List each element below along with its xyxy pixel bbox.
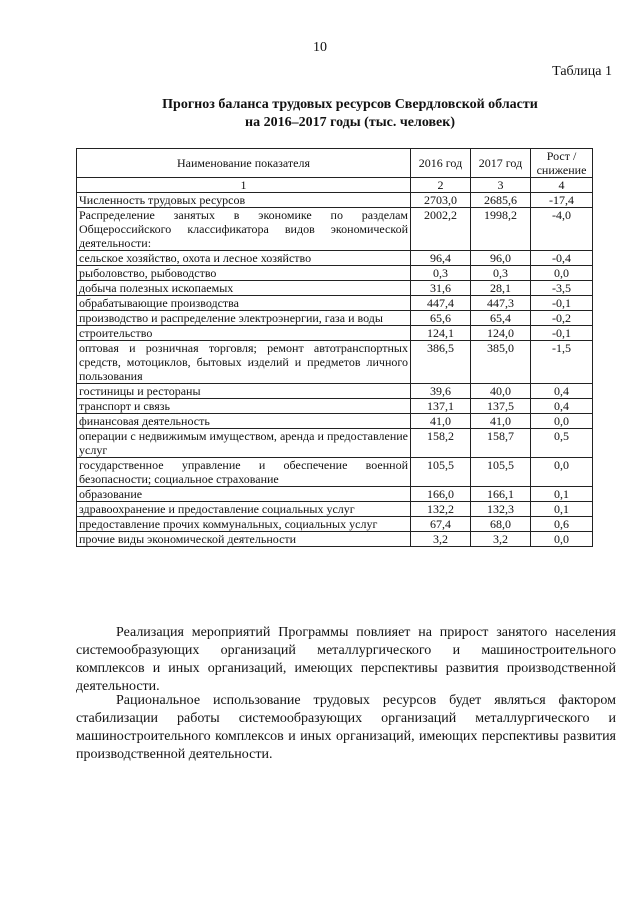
row-value-2017: 41,0 bbox=[471, 414, 531, 429]
row-value-2017: 65,4 bbox=[471, 311, 531, 326]
table-row bbox=[77, 251, 593, 266]
row-value-2017: 447,3 bbox=[471, 296, 531, 311]
row-value-2017: 124,0 bbox=[471, 326, 531, 341]
title-line-1: Прогноз баланса трудовых ресурсов Свердловской области bbox=[162, 97, 538, 112]
row-name: здравоохранение и предоставление социальных услуг bbox=[77, 502, 411, 517]
table-row bbox=[77, 399, 593, 414]
row-value-2017: 3,2 bbox=[471, 532, 531, 547]
row-value-change: 0,6 bbox=[531, 517, 593, 532]
row-value-change: -0,1 bbox=[531, 326, 593, 341]
row-value-2017: 40,0 bbox=[471, 384, 531, 399]
row-name: оптовая и розничная торговля; ремонт автотранспортных средств, мотоциклов, бытовых изделий и предметов личного пользования bbox=[77, 341, 411, 384]
paragraph-rational-use: Рациональное использование трудовых ресурсов будет являться фактором стабилизации работы системообразующих организаций металлургического и машиностроительного комплексов и иных организаций, имеющих перспективы развития производственной деятельности. bbox=[76, 693, 616, 762]
row-value-2017: 68,0 bbox=[471, 517, 531, 532]
row-name: сельское хозяйство, охота и лесное хозяйство bbox=[77, 251, 411, 266]
row-name: рыболовство, рыбоводство bbox=[77, 266, 411, 281]
row-value-2017: 132,3 bbox=[471, 502, 531, 517]
row-value-change: 0,1 bbox=[531, 502, 593, 517]
table-row bbox=[77, 266, 593, 281]
row-value-change: 0,5 bbox=[531, 429, 593, 458]
row-name: операции с недвижимым имуществом, аренда и предоставление услуг bbox=[77, 429, 411, 458]
row-name: прочие виды экономической деятельности bbox=[77, 532, 411, 547]
row-value-2016: 158,2 bbox=[411, 429, 471, 458]
row-value-change: 0,0 bbox=[531, 266, 593, 281]
row-value-2016: 31,6 bbox=[411, 281, 471, 296]
table-row bbox=[77, 296, 593, 311]
row-value-2016: 65,6 bbox=[411, 311, 471, 326]
page-number: 10 bbox=[313, 40, 327, 55]
row-value-change: -4,0 bbox=[531, 208, 593, 251]
header-change: Рост / снижение bbox=[531, 149, 593, 178]
row-name: государственное управление и обеспечение военной безопасности; социальное страхование bbox=[77, 458, 411, 487]
table-row bbox=[77, 502, 593, 517]
paragraph-program-impact: Реализация мероприятий Программы повлияет на прирост занятого населения системообразующих организаций металлургического и машиностроительного комплексов и иных организаций, имеющих перспективы развития производственной деятельности. bbox=[76, 625, 616, 694]
row-value-change: -0,1 bbox=[531, 296, 593, 311]
row-value-change: -0,2 bbox=[531, 311, 593, 326]
row-value-2016: 67,4 bbox=[411, 517, 471, 532]
index-cell: 2 bbox=[411, 178, 471, 193]
row-value-2016: 386,5 bbox=[411, 341, 471, 384]
table-row bbox=[77, 384, 593, 399]
table-row bbox=[77, 326, 593, 341]
table-row bbox=[77, 193, 593, 208]
row-value-change: 0,0 bbox=[531, 532, 593, 547]
row-name: предоставление прочих коммунальных, социальных услуг bbox=[77, 517, 411, 532]
row-value-2016: 105,5 bbox=[411, 458, 471, 487]
row-name: Численность трудовых ресурсов bbox=[77, 193, 411, 208]
title-line-2: на 2016–2017 годы (тыс. человек) bbox=[245, 115, 455, 130]
row-name: добыча полезных ископаемых bbox=[77, 281, 411, 296]
table-row bbox=[77, 532, 593, 547]
table-row bbox=[77, 458, 593, 487]
row-value-change: -1,5 bbox=[531, 341, 593, 384]
row-name: строительство bbox=[77, 326, 411, 341]
row-value-change: 0,4 bbox=[531, 399, 593, 414]
row-value-change: 0,0 bbox=[531, 458, 593, 487]
row-name: обрабатывающие производства bbox=[77, 296, 411, 311]
table-row bbox=[77, 429, 593, 458]
row-value-2017: 137,5 bbox=[471, 399, 531, 414]
index-cell: 4 bbox=[531, 178, 593, 193]
row-value-2016: 2002,2 bbox=[411, 208, 471, 251]
row-value-2016: 39,6 bbox=[411, 384, 471, 399]
row-name: образование bbox=[77, 487, 411, 502]
row-value-2017: 105,5 bbox=[471, 458, 531, 487]
row-value-2016: 447,4 bbox=[411, 296, 471, 311]
table-row bbox=[77, 487, 593, 502]
table-row bbox=[77, 517, 593, 532]
table-title bbox=[60, 96, 640, 132]
header-2017: 2017 год bbox=[471, 149, 531, 178]
row-value-change: 0,1 bbox=[531, 487, 593, 502]
header-indicator-name: Наименование показателя bbox=[77, 149, 411, 178]
row-value-2016: 3,2 bbox=[411, 532, 471, 547]
row-value-2016: 96,4 bbox=[411, 251, 471, 266]
row-name: гостиницы и рестораны bbox=[77, 384, 411, 399]
row-value-change: -3,5 bbox=[531, 281, 593, 296]
row-value-change: 0,0 bbox=[531, 414, 593, 429]
table-row bbox=[77, 341, 593, 384]
row-name: Распределение занятых в экономике по разделам Общероссийского классификатора видов экономической деятельности: bbox=[77, 208, 411, 251]
row-name: финансовая деятельность bbox=[77, 414, 411, 429]
row-value-2017: 0,3 bbox=[471, 266, 531, 281]
row-value-2017: 158,7 bbox=[471, 429, 531, 458]
row-value-2017: 96,0 bbox=[471, 251, 531, 266]
row-value-2016: 137,1 bbox=[411, 399, 471, 414]
table-row bbox=[77, 208, 593, 251]
index-cell: 1 bbox=[77, 178, 411, 193]
row-value-change: -0,4 bbox=[531, 251, 593, 266]
row-value-2017: 28,1 bbox=[471, 281, 531, 296]
row-value-2016: 0,3 bbox=[411, 266, 471, 281]
row-value-2016: 166,0 bbox=[411, 487, 471, 502]
row-value-2016: 2703,0 bbox=[411, 193, 471, 208]
row-value-2016: 41,0 bbox=[411, 414, 471, 429]
row-value-2017: 166,1 bbox=[471, 487, 531, 502]
labor-balance-table bbox=[76, 148, 593, 547]
table-label: Таблица 1 bbox=[552, 64, 612, 79]
row-value-2016: 124,1 bbox=[411, 326, 471, 341]
row-name: производство и распределение электроэнергии, газа и воды bbox=[77, 311, 411, 326]
table-index-row bbox=[77, 178, 593, 193]
row-value-2017: 1998,2 bbox=[471, 208, 531, 251]
table-header-row bbox=[77, 149, 593, 178]
row-value-2017: 385,0 bbox=[471, 341, 531, 384]
table-row bbox=[77, 414, 593, 429]
table-row bbox=[77, 281, 593, 296]
row-value-change: 0,4 bbox=[531, 384, 593, 399]
row-value-2017: 2685,6 bbox=[471, 193, 531, 208]
row-name: транспорт и связь bbox=[77, 399, 411, 414]
row-value-change: -17,4 bbox=[531, 193, 593, 208]
table-body bbox=[77, 193, 593, 547]
header-2016: 2016 год bbox=[411, 149, 471, 178]
index-cell: 3 bbox=[471, 178, 531, 193]
row-value-2016: 132,2 bbox=[411, 502, 471, 517]
table-row bbox=[77, 311, 593, 326]
